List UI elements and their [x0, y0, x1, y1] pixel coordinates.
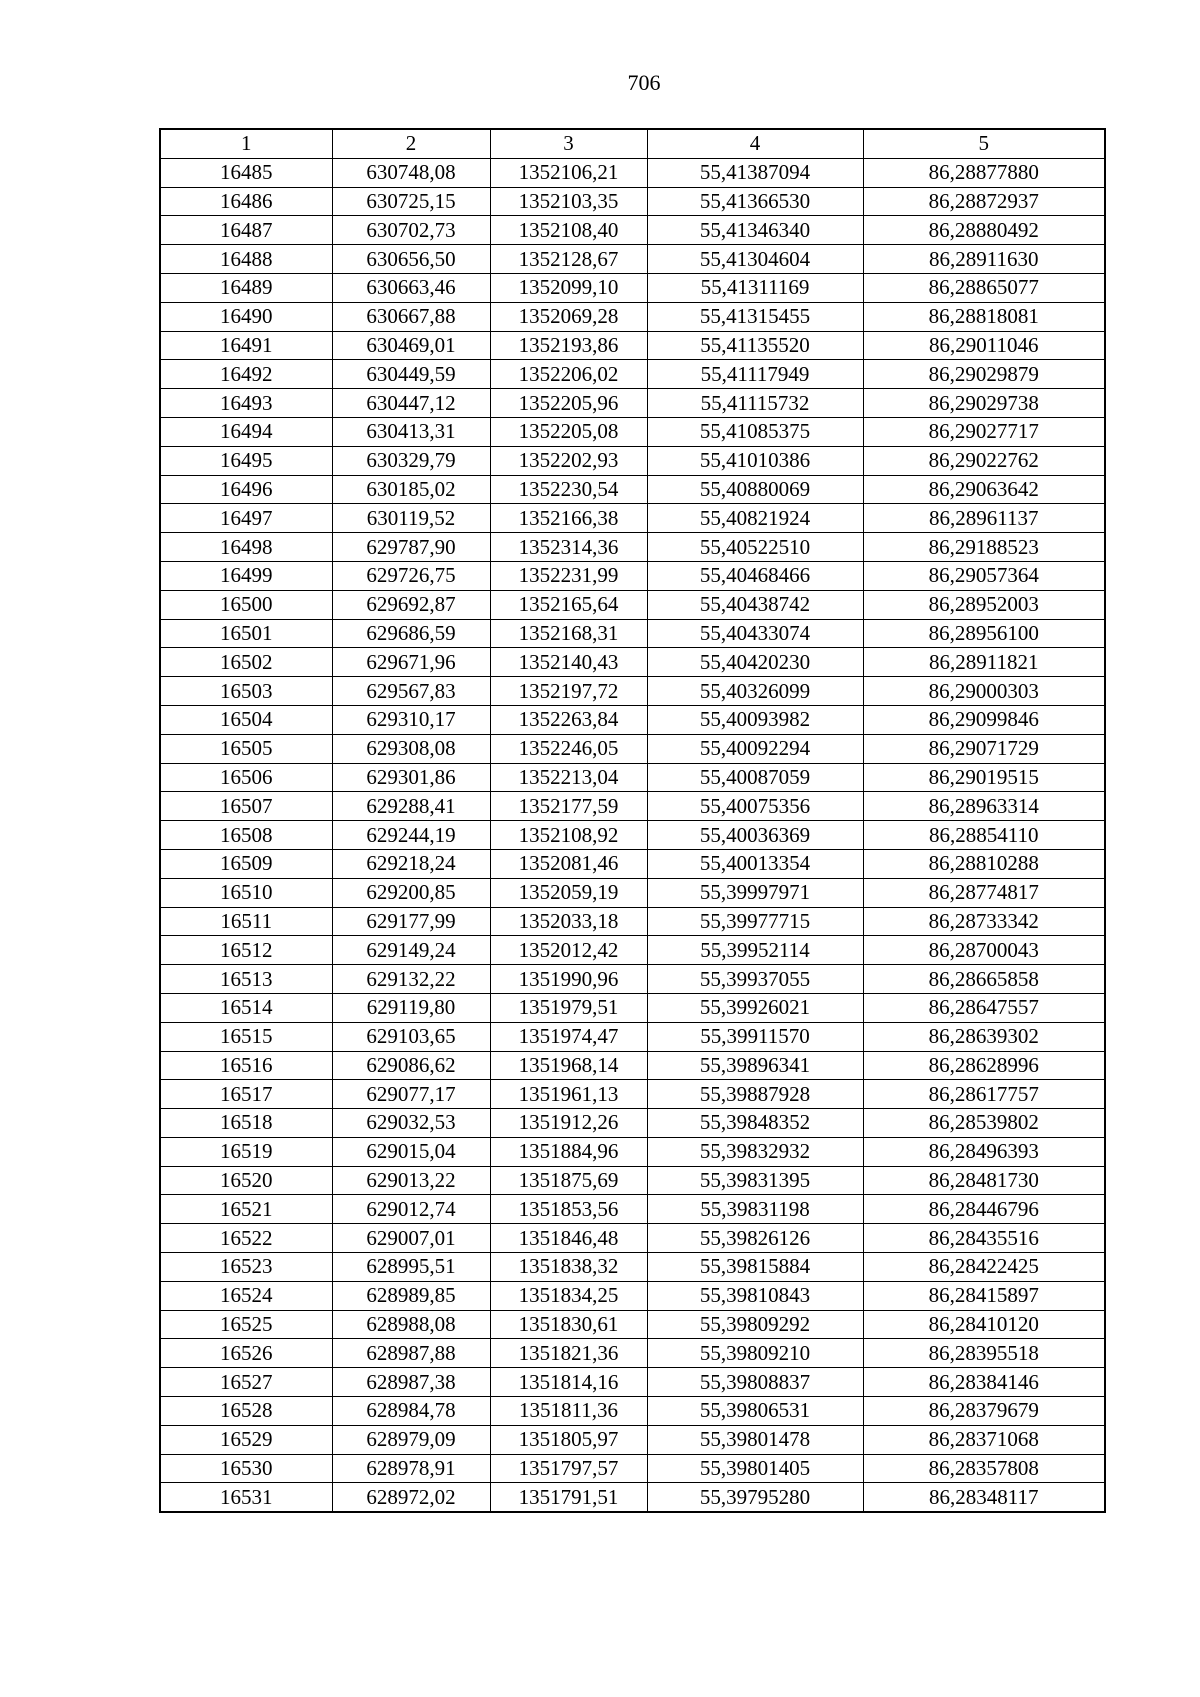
- table-cell: 86,29029738: [863, 389, 1105, 418]
- table-cell: 1351912,26: [490, 1109, 647, 1138]
- table-cell: 55,41117949: [647, 360, 863, 389]
- table-cell: 55,41085375: [647, 417, 863, 446]
- table-cell: 1352166,38: [490, 504, 647, 533]
- table-cell: 86,28446796: [863, 1195, 1105, 1224]
- table-cell: 16498: [160, 533, 332, 562]
- table-row: [160, 245, 1105, 274]
- table-cell: 629567,83: [332, 677, 490, 706]
- table-row: [160, 1166, 1105, 1195]
- table-row: [160, 1368, 1105, 1397]
- table-cell: 628979,09: [332, 1425, 490, 1454]
- table-cell: 1352205,08: [490, 417, 647, 446]
- table-cell: 86,29188523: [863, 533, 1105, 562]
- table-cell: 55,39810843: [647, 1281, 863, 1310]
- table-cell: 1351990,96: [490, 965, 647, 994]
- table-cell: 86,28880492: [863, 216, 1105, 245]
- table-cell: 16527: [160, 1368, 332, 1397]
- table-cell: 629301,86: [332, 763, 490, 792]
- table-cell: 55,41387094: [647, 158, 863, 187]
- table-cell: 16488: [160, 245, 332, 274]
- table-cell: 55,39809292: [647, 1310, 863, 1339]
- table-cell: 16503: [160, 677, 332, 706]
- table-cell: 55,40880069: [647, 475, 863, 504]
- column-header: 2: [332, 129, 490, 158]
- table-cell: 86,28371068: [863, 1425, 1105, 1454]
- table-cell: 16505: [160, 734, 332, 763]
- table-row: [160, 1022, 1105, 1051]
- table-cell: 1352108,92: [490, 821, 647, 850]
- table-cell: 16514: [160, 993, 332, 1022]
- table-cell: 55,39801405: [647, 1454, 863, 1483]
- table-cell: 1352103,35: [490, 187, 647, 216]
- table-cell: 86,29011046: [863, 331, 1105, 360]
- table-cell: 86,28700043: [863, 936, 1105, 965]
- table-cell: 55,39926021: [647, 993, 863, 1022]
- table-cell: 16502: [160, 648, 332, 677]
- table-cell: 55,39911570: [647, 1022, 863, 1051]
- table-cell: 630656,50: [332, 245, 490, 274]
- table-row: [160, 475, 1105, 504]
- table-cell: 86,28357808: [863, 1454, 1105, 1483]
- table-cell: 86,28854110: [863, 821, 1105, 850]
- table-cell: 16521: [160, 1195, 332, 1224]
- table-row: [160, 1454, 1105, 1483]
- table-row: [160, 619, 1105, 648]
- table-cell: 628978,91: [332, 1454, 490, 1483]
- page-number: 706: [627, 70, 661, 95]
- table-row: [160, 1224, 1105, 1253]
- table-cell: 16518: [160, 1109, 332, 1138]
- table-row: [160, 936, 1105, 965]
- table-cell: 86,28410120: [863, 1310, 1105, 1339]
- table-cell: 1352314,36: [490, 533, 647, 562]
- table-cell: 55,39937055: [647, 965, 863, 994]
- table-cell: 630748,08: [332, 158, 490, 187]
- table-cell: 1351853,56: [490, 1195, 647, 1224]
- table-cell: 628987,88: [332, 1339, 490, 1368]
- table-cell: 1352197,72: [490, 677, 647, 706]
- table-cell: 630185,02: [332, 475, 490, 504]
- table-cell: 630667,88: [332, 302, 490, 331]
- table-cell: 630663,46: [332, 273, 490, 302]
- table-cell: 55,40438742: [647, 590, 863, 619]
- header-row: [160, 129, 1105, 158]
- table-header: [160, 129, 1105, 158]
- table-cell: 629149,24: [332, 936, 490, 965]
- table-row: [160, 965, 1105, 994]
- table-row: [160, 273, 1105, 302]
- table-cell: 1352205,96: [490, 389, 647, 418]
- column-header: 3: [490, 129, 647, 158]
- table-cell: 55,39826126: [647, 1224, 863, 1253]
- table-cell: 630702,73: [332, 216, 490, 245]
- table-cell: 629077,17: [332, 1080, 490, 1109]
- table-cell: 629787,90: [332, 533, 490, 562]
- table-cell: 629308,08: [332, 734, 490, 763]
- table-cell: 1351875,69: [490, 1166, 647, 1195]
- table-cell: 16513: [160, 965, 332, 994]
- table-cell: 55,39977715: [647, 907, 863, 936]
- table-cell: 1351968,14: [490, 1051, 647, 1080]
- table-row: [160, 446, 1105, 475]
- table-cell: 16508: [160, 821, 332, 850]
- table-cell: 16526: [160, 1339, 332, 1368]
- table-cell: 1352106,21: [490, 158, 647, 187]
- table-cell: 628995,51: [332, 1253, 490, 1282]
- table-cell: 16493: [160, 389, 332, 418]
- table-cell: 1351821,36: [490, 1339, 647, 1368]
- table-cell: 1351797,57: [490, 1454, 647, 1483]
- table-cell: 86,28395518: [863, 1339, 1105, 1368]
- table-cell: 630449,59: [332, 360, 490, 389]
- table-cell: 86,28539802: [863, 1109, 1105, 1138]
- table-cell: 1352140,43: [490, 648, 647, 677]
- table-cell: 629310,17: [332, 705, 490, 734]
- table-cell: 55,39896341: [647, 1051, 863, 1080]
- table-cell: 55,41366530: [647, 187, 863, 216]
- table-row: [160, 1483, 1105, 1512]
- table-cell: 55,40036369: [647, 821, 863, 850]
- table-cell: 1352012,42: [490, 936, 647, 965]
- table-cell: 628972,02: [332, 1483, 490, 1512]
- table-cell: 16515: [160, 1022, 332, 1051]
- table-cell: 629671,96: [332, 648, 490, 677]
- table-cell: 86,28952003: [863, 590, 1105, 619]
- table-cell: 630447,12: [332, 389, 490, 418]
- table-cell: 16524: [160, 1281, 332, 1310]
- table-cell: 86,28496393: [863, 1137, 1105, 1166]
- table-cell: 55,40092294: [647, 734, 863, 763]
- table-cell: 16501: [160, 619, 332, 648]
- table-cell: 86,28733342: [863, 907, 1105, 936]
- table-cell: 16519: [160, 1137, 332, 1166]
- table-cell: 55,41346340: [647, 216, 863, 245]
- table-row: [160, 763, 1105, 792]
- table-cell: 1351961,13: [490, 1080, 647, 1109]
- table-cell: 629244,19: [332, 821, 490, 850]
- table-cell: 55,40087059: [647, 763, 863, 792]
- table-cell: 1352193,86: [490, 331, 647, 360]
- table-cell: 86,28774817: [863, 878, 1105, 907]
- table-cell: 86,28963314: [863, 792, 1105, 821]
- table-cell: 86,29019515: [863, 763, 1105, 792]
- table-cell: 16525: [160, 1310, 332, 1339]
- table-cell: 86,28961137: [863, 504, 1105, 533]
- table-cell: 629032,53: [332, 1109, 490, 1138]
- table-cell: 629177,99: [332, 907, 490, 936]
- table-row: [160, 187, 1105, 216]
- table-row: [160, 993, 1105, 1022]
- table-cell: 1352108,40: [490, 216, 647, 245]
- table-row: [160, 1425, 1105, 1454]
- table-row: [160, 302, 1105, 331]
- table-cell: 628987,38: [332, 1368, 490, 1397]
- table-cell: 16529: [160, 1425, 332, 1454]
- table-cell: 1352165,64: [490, 590, 647, 619]
- table-row: [160, 561, 1105, 590]
- table-row: [160, 878, 1105, 907]
- table-row: [160, 1137, 1105, 1166]
- table-cell: 16517: [160, 1080, 332, 1109]
- table-cell: 86,28348117: [863, 1483, 1105, 1512]
- table-cell: 1352202,93: [490, 446, 647, 475]
- table-cell: 86,28911821: [863, 648, 1105, 677]
- table-cell: 86,28911630: [863, 245, 1105, 274]
- table-cell: 55,39887928: [647, 1080, 863, 1109]
- table-cell: 55,39806531: [647, 1397, 863, 1426]
- table-row: [160, 1195, 1105, 1224]
- table-cell: 629200,85: [332, 878, 490, 907]
- table-cell: 55,41115732: [647, 389, 863, 418]
- column-header: 1: [160, 129, 332, 158]
- table-cell: 86,29022762: [863, 446, 1105, 475]
- table-cell: 16528: [160, 1397, 332, 1426]
- coordinates-table: [159, 128, 1106, 1513]
- table-cell: 16499: [160, 561, 332, 590]
- table-cell: 1351884,96: [490, 1137, 647, 1166]
- table-cell: 629013,22: [332, 1166, 490, 1195]
- table-cell: 630725,15: [332, 187, 490, 216]
- table-cell: 628989,85: [332, 1281, 490, 1310]
- table-cell: 55,39795280: [647, 1483, 863, 1512]
- table-cell: 629015,04: [332, 1137, 490, 1166]
- table-cell: 55,40821924: [647, 504, 863, 533]
- table-cell: 86,29063642: [863, 475, 1105, 504]
- table-cell: 55,40013354: [647, 849, 863, 878]
- table-cell: 628988,08: [332, 1310, 490, 1339]
- table-cell: 55,39952114: [647, 936, 863, 965]
- table-cell: 16523: [160, 1253, 332, 1282]
- column-header: 4: [647, 129, 863, 158]
- table-cell: 629288,41: [332, 792, 490, 821]
- table-cell: 1352246,05: [490, 734, 647, 763]
- table-cell: 1352033,18: [490, 907, 647, 936]
- table-cell: 1351974,47: [490, 1022, 647, 1051]
- table-cell: 1352059,19: [490, 878, 647, 907]
- table-row: [160, 1310, 1105, 1339]
- table-cell: 1352231,99: [490, 561, 647, 590]
- table-cell: 630119,52: [332, 504, 490, 533]
- table-cell: 16492: [160, 360, 332, 389]
- table-cell: 16509: [160, 849, 332, 878]
- table-row: [160, 1080, 1105, 1109]
- table-cell: 55,41010386: [647, 446, 863, 475]
- table-cell: 86,29029879: [863, 360, 1105, 389]
- table-cell: 629218,24: [332, 849, 490, 878]
- table-cell: 16530: [160, 1454, 332, 1483]
- table-cell: 628984,78: [332, 1397, 490, 1426]
- table-cell: 1352099,10: [490, 273, 647, 302]
- table-cell: 86,28422425: [863, 1253, 1105, 1282]
- table-cell: 55,40420230: [647, 648, 863, 677]
- table-row: [160, 677, 1105, 706]
- table-cell: 86,28639302: [863, 1022, 1105, 1051]
- table-cell: 86,28384146: [863, 1368, 1105, 1397]
- table-row: [160, 1397, 1105, 1426]
- table-cell: 1352069,28: [490, 302, 647, 331]
- table-cell: 629692,87: [332, 590, 490, 619]
- table-cell: 629132,22: [332, 965, 490, 994]
- table-cell: 55,41311169: [647, 273, 863, 302]
- table-cell: 629726,75: [332, 561, 490, 590]
- table-row: [160, 389, 1105, 418]
- table-cell: 16487: [160, 216, 332, 245]
- table-cell: 16512: [160, 936, 332, 965]
- table-cell: 55,40326099: [647, 677, 863, 706]
- table-cell: 16506: [160, 763, 332, 792]
- table-cell: 55,41135520: [647, 331, 863, 360]
- table-cell: 16522: [160, 1224, 332, 1253]
- table-cell: 1352128,67: [490, 245, 647, 274]
- table-cell: 86,29057364: [863, 561, 1105, 590]
- table-cell: 86,28379679: [863, 1397, 1105, 1426]
- table-cell: 86,28435516: [863, 1224, 1105, 1253]
- table-cell: 16516: [160, 1051, 332, 1080]
- table-row: [160, 849, 1105, 878]
- table-cell: 629103,65: [332, 1022, 490, 1051]
- table-row: [160, 734, 1105, 763]
- table-cell: 86,28818081: [863, 302, 1105, 331]
- table-cell: 629007,01: [332, 1224, 490, 1253]
- table-cell: 16510: [160, 878, 332, 907]
- table-cell: 1351814,16: [490, 1368, 647, 1397]
- table-cell: 55,39808837: [647, 1368, 863, 1397]
- table-cell: 1351834,25: [490, 1281, 647, 1310]
- table-cell: 86,28665858: [863, 965, 1105, 994]
- table-body: [160, 158, 1105, 1512]
- table-cell: 16497: [160, 504, 332, 533]
- table-cell: 55,40093982: [647, 705, 863, 734]
- table-row: [160, 590, 1105, 619]
- table-cell: 629119,80: [332, 993, 490, 1022]
- table-cell: 55,39997971: [647, 878, 863, 907]
- table-cell: 629086,62: [332, 1051, 490, 1080]
- table-row: [160, 792, 1105, 821]
- table-cell: 16511: [160, 907, 332, 936]
- table-row: [160, 1253, 1105, 1282]
- table-cell: 1352230,54: [490, 475, 647, 504]
- table-cell: 1352213,04: [490, 763, 647, 792]
- table-cell: 16494: [160, 417, 332, 446]
- table-cell: 55,39801478: [647, 1425, 863, 1454]
- table-cell: 86,28481730: [863, 1166, 1105, 1195]
- table-row: [160, 360, 1105, 389]
- table-cell: 629686,59: [332, 619, 490, 648]
- column-header: 5: [863, 129, 1105, 158]
- table-cell: 86,28810288: [863, 849, 1105, 878]
- table-cell: 16520: [160, 1166, 332, 1195]
- table-cell: 86,28956100: [863, 619, 1105, 648]
- table-cell: 16504: [160, 705, 332, 734]
- table-cell: 55,39815884: [647, 1253, 863, 1282]
- table-cell: 16489: [160, 273, 332, 302]
- table-cell: 1351838,32: [490, 1253, 647, 1282]
- table-cell: 16491: [160, 331, 332, 360]
- table-cell: 86,28865077: [863, 273, 1105, 302]
- table-cell: 1352206,02: [490, 360, 647, 389]
- table-cell: 86,28617757: [863, 1080, 1105, 1109]
- table-cell: 55,39831198: [647, 1195, 863, 1224]
- table-row: [160, 1051, 1105, 1080]
- table-row: [160, 417, 1105, 446]
- table-cell: 16496: [160, 475, 332, 504]
- table-cell: 86,29099846: [863, 705, 1105, 734]
- table-cell: 86,29071729: [863, 734, 1105, 763]
- table-cell: 16486: [160, 187, 332, 216]
- table-cell: 630413,31: [332, 417, 490, 446]
- table-cell: 1351805,97: [490, 1425, 647, 1454]
- table-cell: 55,40433074: [647, 619, 863, 648]
- table-cell: 629012,74: [332, 1195, 490, 1224]
- table-cell: 55,39832932: [647, 1137, 863, 1166]
- table-cell: 16500: [160, 590, 332, 619]
- table-cell: 1352081,46: [490, 849, 647, 878]
- table-cell: 1352177,59: [490, 792, 647, 821]
- table-row: [160, 504, 1105, 533]
- table-row: [160, 1281, 1105, 1310]
- table-cell: 1351979,51: [490, 993, 647, 1022]
- table-row: [160, 821, 1105, 850]
- table-cell: 1351846,48: [490, 1224, 647, 1253]
- table-row: [160, 533, 1105, 562]
- table-cell: 1352168,31: [490, 619, 647, 648]
- table-cell: 16531: [160, 1483, 332, 1512]
- table-row: [160, 216, 1105, 245]
- table-cell: 55,39809210: [647, 1339, 863, 1368]
- table-cell: 86,28628996: [863, 1051, 1105, 1080]
- table-cell: 86,28877880: [863, 158, 1105, 187]
- table-cell: 16495: [160, 446, 332, 475]
- table-cell: 86,28872937: [863, 187, 1105, 216]
- table-cell: 16490: [160, 302, 332, 331]
- table-cell: 86,29000303: [863, 677, 1105, 706]
- table-cell: 1351811,36: [490, 1397, 647, 1426]
- table-cell: 86,28415897: [863, 1281, 1105, 1310]
- table-cell: 55,40522510: [647, 533, 863, 562]
- table-cell: 55,40075356: [647, 792, 863, 821]
- table-cell: 86,29027717: [863, 417, 1105, 446]
- table-cell: 1351830,61: [490, 1310, 647, 1339]
- table-cell: 55,39831395: [647, 1166, 863, 1195]
- table-cell: 1351791,51: [490, 1483, 647, 1512]
- table-cell: 630469,01: [332, 331, 490, 360]
- table-row: [160, 648, 1105, 677]
- table-cell: 630329,79: [332, 446, 490, 475]
- table-cell: 55,40468466: [647, 561, 863, 590]
- table-cell: 16507: [160, 792, 332, 821]
- table-row: [160, 158, 1105, 187]
- table-row: [160, 705, 1105, 734]
- table-cell: 55,41315455: [647, 302, 863, 331]
- table-row: [160, 907, 1105, 936]
- table-cell: 16485: [160, 158, 332, 187]
- table-cell: 55,39848352: [647, 1109, 863, 1138]
- table-cell: 1352263,84: [490, 705, 647, 734]
- table-cell: 55,41304604: [647, 245, 863, 274]
- table-cell: 86,28647557: [863, 993, 1105, 1022]
- table-row: [160, 331, 1105, 360]
- table-row: [160, 1109, 1105, 1138]
- table-row: [160, 1339, 1105, 1368]
